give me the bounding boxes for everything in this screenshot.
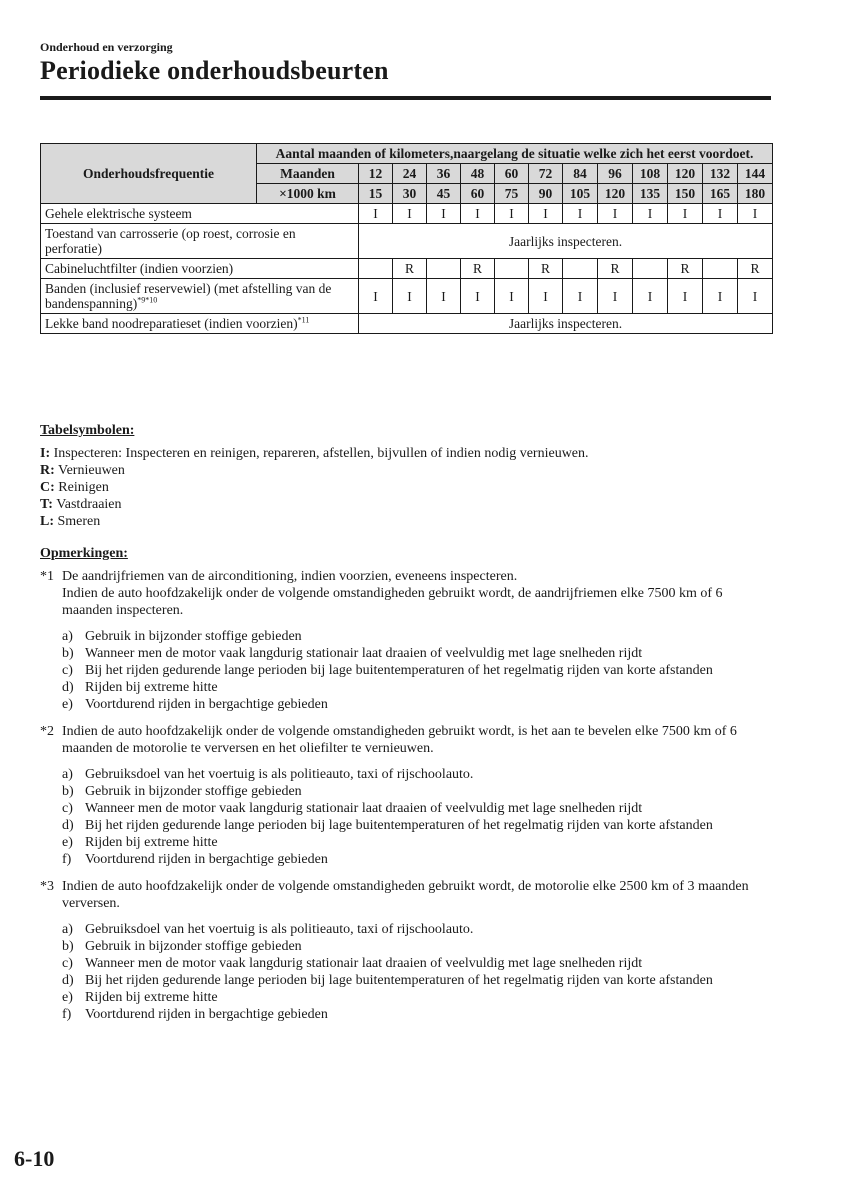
months-cell: 48 xyxy=(461,164,495,184)
table-row xyxy=(41,279,773,314)
km-cell: 75 xyxy=(495,184,529,204)
footnote-ref: *9*10 xyxy=(137,295,158,305)
note-body xyxy=(62,878,771,912)
km-cell: 15 xyxy=(359,184,393,204)
schedule-cell: I xyxy=(495,204,529,224)
symbol-key: I: xyxy=(40,446,51,461)
remarks-section xyxy=(40,545,771,1023)
symbol-key: L: xyxy=(40,514,54,529)
months-cell: 60 xyxy=(495,164,529,184)
months-cell: 96 xyxy=(598,164,633,184)
months-cell: 144 xyxy=(738,164,773,184)
km-cell: 120 xyxy=(598,184,633,204)
symbol-text: Smeren xyxy=(54,514,101,529)
note-text-2: Indien de auto hoofdzakelijk onder de volgende omstandigheden gebruikt wordt, de aandrijfriemen elke 7500 km of 6 maanden inspecteren. xyxy=(62,586,723,618)
symbol-item xyxy=(40,445,771,462)
section-label: Onderhoud en verzorging xyxy=(40,40,173,54)
condition-text: Wanneer men de motor vaak langdurig stationair laat draaien of veelvuldig met lage snelheden rijdt xyxy=(85,801,643,816)
condition-letter: d) xyxy=(62,818,74,833)
symbol-text: Inspecteren: Inspecteren en reinigen, repareren, afstellen, bijvullen of indien nodig vernieuwen. xyxy=(50,446,589,461)
condition-list xyxy=(40,921,771,1023)
km-cell: 135 xyxy=(633,184,668,204)
condition-text: Bij het rijden gedurende lange perioden bij lage buitentemperaturen of het regelmatig rijden van korte afstanden xyxy=(85,663,713,678)
condition-text: Wanneer men de motor vaak langdurig stationair laat draaien of veelvuldig met lage snelheden rijdt xyxy=(85,646,643,661)
item-label-text: Cabineluchtfilter (indien voorzien) xyxy=(45,261,234,276)
condition-text: Rijden bij extreme hitte xyxy=(85,680,218,695)
condition-item xyxy=(62,1006,771,1023)
page-title: Periodieke onderhoudsbeurten xyxy=(40,56,389,85)
schedule-cell: R xyxy=(393,259,427,279)
schedule-cell: R xyxy=(738,259,773,279)
table-row xyxy=(41,259,773,279)
condition-item xyxy=(62,834,771,851)
condition-letter: b) xyxy=(62,646,74,661)
item-label xyxy=(41,204,359,224)
annual-inspection-cell: Jaarlijks inspecteren. xyxy=(359,224,773,259)
schedule-cell: I xyxy=(393,204,427,224)
condition-letter: c) xyxy=(62,663,73,678)
months-cell: 72 xyxy=(529,164,563,184)
schedule-cell: I xyxy=(563,279,598,314)
condition-item xyxy=(62,696,771,713)
note xyxy=(40,878,771,1023)
remarks-heading: Opmerkingen: xyxy=(40,546,128,561)
schedule-cell: I xyxy=(393,279,427,314)
km-cell: 45 xyxy=(427,184,461,204)
condition-item xyxy=(62,921,771,938)
item-label xyxy=(41,259,359,279)
condition-letter: c) xyxy=(62,801,73,816)
months-cell: 84 xyxy=(563,164,598,184)
item-label-text: Toestand van carrosserie (op roest, corrosie en perforatie) xyxy=(45,226,296,256)
km-cell: 30 xyxy=(393,184,427,204)
condition-item xyxy=(62,783,771,800)
symbol-key: T: xyxy=(40,497,53,512)
item-label-text: Lekke band noodreparatieset (indien voorzien) xyxy=(45,316,298,331)
condition-item xyxy=(62,972,771,989)
schedule-cell: I xyxy=(738,279,773,314)
item-label xyxy=(41,224,359,259)
symbol-text: Vastdraaien xyxy=(52,497,122,512)
note-text: Indien de auto hoofdzakelijk onder de volgende omstandigheden gebruikt wordt, is het aan te bevelen elke 7500 km of 6 maanden de motorolie te verversen en het oliefilter te vernieuwen. xyxy=(62,724,737,756)
symbols-heading: Tabelsymbolen: xyxy=(40,423,135,438)
months-cell: 132 xyxy=(703,164,738,184)
note-text: De aandrijfriemen van de airconditioning, indien voorzien, eveneens inspecteren. xyxy=(62,569,518,584)
condition-letter: d) xyxy=(62,973,74,988)
schedule-cell xyxy=(359,259,393,279)
symbol-text: Vernieuwen xyxy=(54,463,125,478)
condition-letter: e) xyxy=(62,990,73,1005)
symbols-list xyxy=(40,445,771,530)
note-line xyxy=(40,878,771,912)
item-label-text: Banden (inclusief reservewiel) (met afstelling van de bandenspanning) xyxy=(45,281,332,311)
condition-text: Gebruik in bijzonder stoffige gebieden xyxy=(85,784,302,799)
schedule-cell: R xyxy=(461,259,495,279)
condition-item xyxy=(62,645,771,662)
condition-list xyxy=(40,628,771,713)
schedule-cell: I xyxy=(359,279,393,314)
condition-text: Gebruiksdoel van het voertuig is als politieauto, taxi of rijschoolauto. xyxy=(85,767,474,782)
row-header: Onderhoudsfrequentie xyxy=(41,144,257,204)
schedule-cell: I xyxy=(359,204,393,224)
condition-letter: b) xyxy=(62,939,74,954)
condition-text: Voortdurend rijden in bergachtige gebieden xyxy=(85,852,328,867)
symbol-item xyxy=(40,496,771,513)
km-cell: 165 xyxy=(703,184,738,204)
condition-item xyxy=(62,766,771,783)
km-label: ×1000 km xyxy=(257,184,359,204)
condition-item xyxy=(62,851,771,868)
schedule-cell xyxy=(563,259,598,279)
schedule-cell: I xyxy=(598,279,633,314)
note-text: Indien de auto hoofdzakelijk onder de volgende omstandigheden gebruikt wordt, de motorolie elke 2500 km of 3 maanden verversen. xyxy=(62,879,749,911)
condition-item xyxy=(62,955,771,972)
note-mark: *2 xyxy=(40,724,54,739)
condition-letter: e) xyxy=(62,697,73,712)
symbol-key: R: xyxy=(40,463,55,478)
interval-header: Aantal maanden of kilometers,naargelang de situatie welke zich het eerst voordoet. xyxy=(257,144,773,164)
title-rule xyxy=(40,96,771,100)
schedule-cell: I xyxy=(563,204,598,224)
condition-item xyxy=(62,800,771,817)
schedule-cell: I xyxy=(668,204,703,224)
km-cell: 150 xyxy=(668,184,703,204)
schedule-cell: I xyxy=(427,204,461,224)
symbol-item xyxy=(40,513,771,530)
months-cell: 108 xyxy=(633,164,668,184)
schedule-cell: I xyxy=(703,204,738,224)
item-label xyxy=(41,279,359,314)
condition-text: Bij het rijden gedurende lange perioden bij lage buitentemperaturen of het regelmatig rijden van korte afstanden xyxy=(85,973,713,988)
condition-letter: f) xyxy=(62,1007,72,1022)
schedule-cell: I xyxy=(461,204,495,224)
table-row xyxy=(41,314,773,334)
schedule-cell xyxy=(703,259,738,279)
condition-item xyxy=(62,662,771,679)
km-cell: 90 xyxy=(529,184,563,204)
condition-text: Voortdurend rijden in bergachtige gebieden xyxy=(85,697,328,712)
schedule-cell: I xyxy=(738,204,773,224)
months-label: Maanden xyxy=(257,164,359,184)
table-row xyxy=(41,204,773,224)
table-row xyxy=(41,224,773,259)
symbol-item xyxy=(40,479,771,496)
condition-text: Bij het rijden gedurende lange perioden bij lage buitentemperaturen of het regelmatig rijden van korte afstanden xyxy=(85,818,713,833)
schedule-cell xyxy=(427,259,461,279)
schedule-cell: I xyxy=(598,204,633,224)
item-label xyxy=(41,314,359,334)
condition-item xyxy=(62,989,771,1006)
condition-list xyxy=(40,766,771,868)
note xyxy=(40,723,771,878)
condition-letter: b) xyxy=(62,784,74,799)
months-cell: 120 xyxy=(668,164,703,184)
km-cell: 60 xyxy=(461,184,495,204)
schedule-cell: I xyxy=(529,279,563,314)
schedule-cell: I xyxy=(668,279,703,314)
notes-list xyxy=(40,568,771,1023)
condition-text: Gebruiksdoel van het voertuig is als politieauto, taxi of rijschoolauto. xyxy=(85,922,474,937)
note-mark: *3 xyxy=(40,879,54,894)
note-line xyxy=(40,723,771,757)
condition-letter: e) xyxy=(62,835,73,850)
condition-letter: a) xyxy=(62,767,73,782)
schedule-cell: I xyxy=(495,279,529,314)
schedule-cell xyxy=(495,259,529,279)
maintenance-schedule-table xyxy=(40,143,773,334)
item-label-text: Gehele elektrische systeem xyxy=(45,206,192,221)
condition-text: Rijden bij extreme hitte xyxy=(85,990,218,1005)
condition-letter: a) xyxy=(62,629,73,644)
months-cell: 12 xyxy=(359,164,393,184)
symbol-text: Reinigen xyxy=(54,480,109,495)
schedule-cell: I xyxy=(427,279,461,314)
symbol-key: C: xyxy=(40,480,55,495)
condition-text: Wanneer men de motor vaak langdurig stationair laat draaien of veelvuldig met lage snelheden rijdt xyxy=(85,956,643,971)
page-number: 6-10 xyxy=(14,1146,55,1171)
schedule-cell: I xyxy=(633,279,668,314)
condition-item xyxy=(62,679,771,696)
note xyxy=(40,568,771,723)
condition-letter: c) xyxy=(62,956,73,971)
km-cell: 180 xyxy=(738,184,773,204)
note-line xyxy=(40,568,771,619)
schedule-cell: I xyxy=(633,204,668,224)
schedule-cell: R xyxy=(598,259,633,279)
schedule-cell: I xyxy=(529,204,563,224)
months-cell: 24 xyxy=(393,164,427,184)
note-mark: *1 xyxy=(40,569,54,584)
condition-text: Rijden bij extreme hitte xyxy=(85,835,218,850)
condition-item xyxy=(62,628,771,645)
symbols-section xyxy=(40,422,771,530)
footnote-ref: *11 xyxy=(297,315,310,325)
annual-inspection-cell: Jaarlijks inspecteren. xyxy=(359,314,773,334)
months-cell: 36 xyxy=(427,164,461,184)
km-cell: 105 xyxy=(563,184,598,204)
condition-letter: f) xyxy=(62,852,72,867)
note-body xyxy=(62,723,771,757)
condition-text: Gebruik in bijzonder stoffige gebieden xyxy=(85,939,302,954)
condition-text: Voortdurend rijden in bergachtige gebieden xyxy=(85,1007,328,1022)
symbol-item xyxy=(40,462,771,479)
condition-letter: a) xyxy=(62,922,73,937)
schedule-cell: I xyxy=(461,279,495,314)
schedule-cell xyxy=(633,259,668,279)
condition-item xyxy=(62,817,771,834)
schedule-cell: R xyxy=(668,259,703,279)
condition-text: Gebruik in bijzonder stoffige gebieden xyxy=(85,629,302,644)
note-body xyxy=(62,568,771,619)
schedule-cell: I xyxy=(703,279,738,314)
schedule-cell: R xyxy=(529,259,563,279)
condition-item xyxy=(62,938,771,955)
condition-letter: d) xyxy=(62,680,74,695)
